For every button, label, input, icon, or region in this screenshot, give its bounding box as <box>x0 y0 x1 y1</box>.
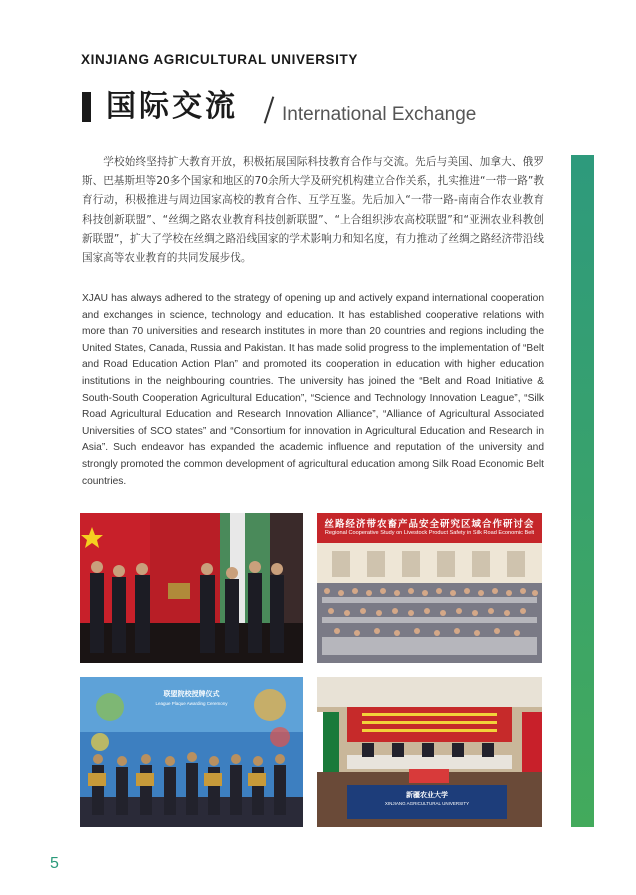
photo-awarding-ceremony <box>80 677 303 827</box>
banner-text-en: Regional Cooperative Study on Livestock Product Safety in Silk Road Economic Belt <box>324 530 535 536</box>
photo-plaque-presentation <box>80 513 303 663</box>
section-title-en: International Exchange <box>282 104 477 125</box>
ceremony-title-cn: 联盟院校授牌仪式 <box>163 690 220 698</box>
photo-meeting-room <box>317 677 542 827</box>
side-accent-bar <box>571 155 594 827</box>
title-marker <box>82 92 91 122</box>
title-divider <box>264 96 275 123</box>
section-title-cn: 国际交流 <box>106 89 238 124</box>
paragraph-english: XJAU has always adhered to the strategy of opening up and actively expand international cooperation and exchanges in science, technology and education. It has established cooperative relations with more than 70 universities and research institutes in more than 20 countries and regions including the United States, Canada, Russia and Pakistan. It has made solid progress to the implementation of “Belt and Road Education Action Plan” and promoted its cooperation in education with higher education institutions in the neighbouring countries. The university has joined the “Belt and Road Initiative & South-South Cooperation Agricultural Education”, “Science and Technology Innovation League”, “Silk Road Agricultural Education and Research Innovation Alliance”, “Alliance of Agricultural Associated Universities of SCO states” and “Consortium for innovation in Agricultural Education and Research in Asia”. Such endeavor has expanded the academic influence and reputation of the university and strongly promoted the common development of agricultural education among Silk Road Economic Belt countries. <box>82 293 544 487</box>
ceremony-title-en: League Plaque Awarding Ceremony <box>155 701 228 706</box>
university-name: XINJIANG AGRICULTURAL UNIVERSITY <box>81 52 358 67</box>
university-sign-cn: 新疆农业大学 <box>406 791 448 799</box>
paragraph-chinese: 学校始终坚持扩大教育开放，积极拓展国际科技教育合作与交流。先后与美国、加拿大、俄罗斯、巴基斯坦等20多个国家和地区的70余所大学及研究机构建立合作关系，扎实推进“一带一路”教育行动，积极推进与周边国家高校的教育合作、互学互鉴。先后加入“一带一路-南南合作农业教育科技创新联盟”、“丝绸之路农业教育科技创新联盟”、“上合组织涉农高校联盟”和“亚洲农业科教创新联盟”，扩大了学校在丝绸之路沿线国家的学术影响力和知名度，有力推动了丝绸之路经济带沿线国家高等农业教育的共同发展步伐。 <box>82 156 544 265</box>
page-number: 5 <box>50 855 59 872</box>
banner-text-cn: 丝路经济带农畜产品安全研究区域合作研讨会 <box>324 519 535 530</box>
photo-group-conference <box>317 513 542 663</box>
university-sign-en: XINJIANG AGRICULTURAL UNIVERSITY <box>384 801 470 806</box>
